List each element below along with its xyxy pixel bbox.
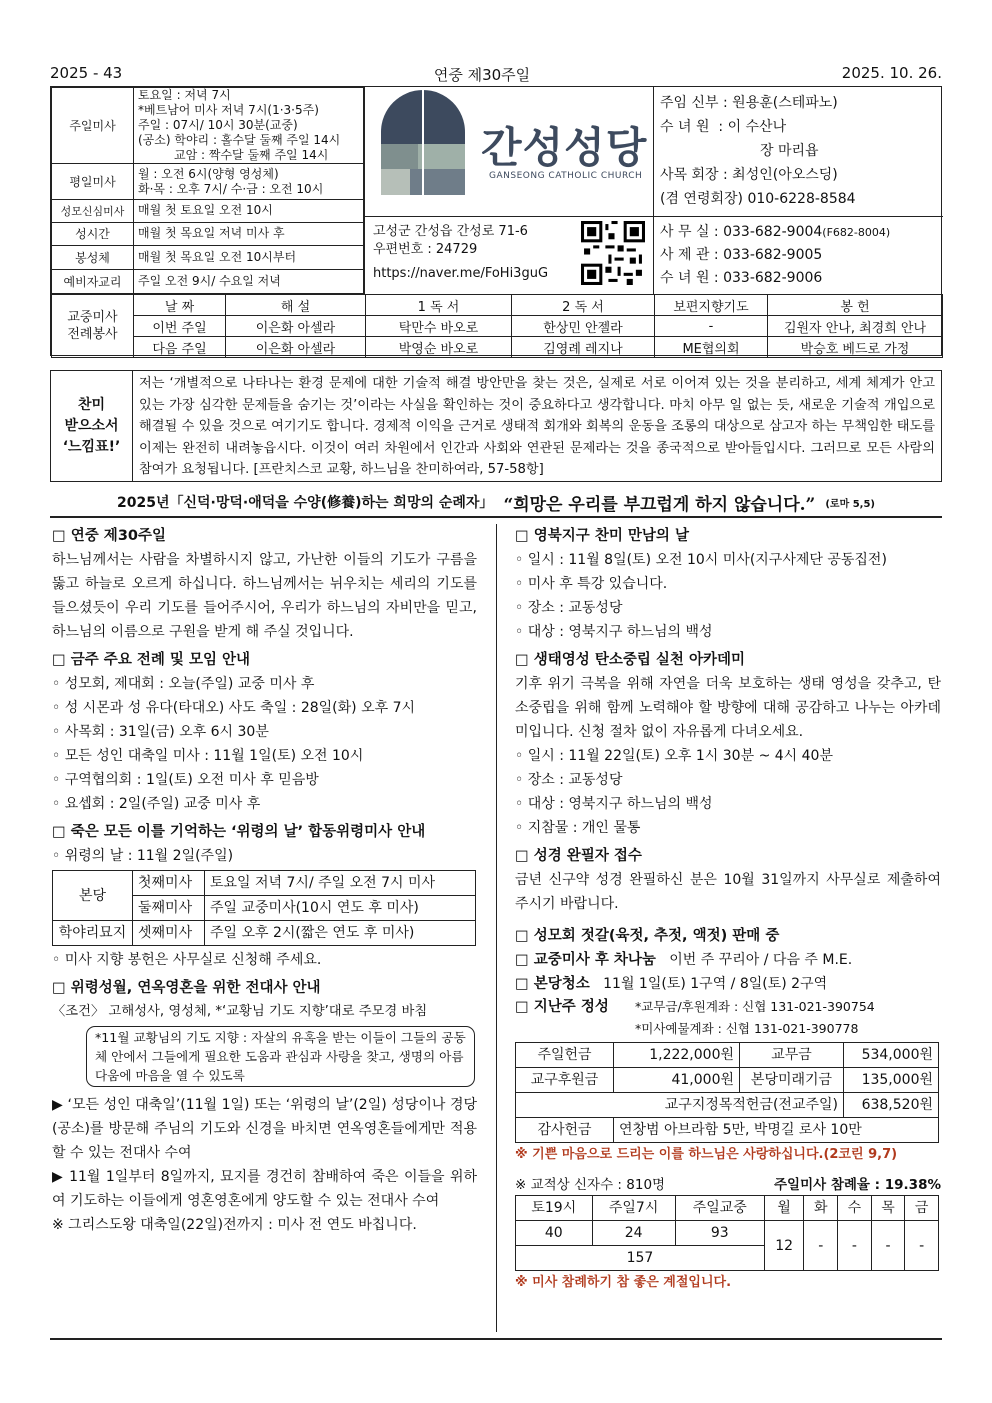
list-item: ◦ 미사 후 특강 있습니다. (515, 576, 668, 592)
mass-line: 주일 오전 9시/ 수요일 저녁 (134, 270, 364, 294)
mass-line: 화·목 : 오후 7시/ 수·금 : 오전 10시 (138, 181, 324, 196)
table-row: 40 24 93 12 - - - - (516, 1221, 939, 1246)
staff-row: 주임 신부 : 원용훈(스테파노) (660, 95, 838, 111)
parishioner-count: ※ 교적상 신자수 : 810명 (515, 1177, 666, 1193)
tea-sharing-row: □ 교중미사 후 차나눔 이번 주 꾸리아 / 다음 주 M.E. (515, 952, 853, 968)
church-name: 간성성당 (481, 123, 648, 172)
jubilee-banner (50, 488, 942, 518)
requiem-mass-table (52, 870, 476, 946)
table-row: 본당 첫째미사 토요일 저녁 7시/ 주일 오전 7시 미사 (53, 871, 476, 896)
table-row: 157 (516, 1246, 939, 1271)
service-row: 이번 주일 이은화 아셀라 탁만수 바오로 한상민 안젤라 - 김원자 안나, 최경희 안나 (52, 316, 943, 337)
table-row: 주일헌금 1,222,000원 교무금 534,000원 (516, 1043, 939, 1068)
offering-table (515, 1042, 939, 1143)
right-column (515, 524, 941, 1295)
mass-label: 성시간 (52, 222, 134, 246)
table-row: 학야리묘지 셋째미사 주일 오후 2시(짧은 연도 후 미사) (53, 921, 476, 946)
laudato-si-tag: 찬미 받으소서 ‘느낌표!’ (51, 371, 133, 481)
attendance-table (515, 1195, 939, 1271)
list-item: ◦ 요셉회 : 2일(주일) 교중 미사 후 (52, 796, 261, 812)
mass-label: 예비자교리 (52, 270, 134, 294)
section-title: □ 죽은 모든 이를 기억하는 ‘위령의 날’ 합동위령미사 안내 (52, 824, 426, 840)
service-header: 봉 헌 (768, 295, 943, 316)
list-item: ◦ 위령의 날 : 11월 2일(주일) (52, 848, 234, 864)
service-header: 1 독 서 (366, 295, 512, 316)
issue-date: 2025. 10. 26. (841, 64, 942, 82)
list-item: ◦ 일시 : 11월 22일(토) 오후 1시 30분 ~ 4시 40분 (515, 748, 833, 764)
banner-theme: 2025년「신덕·망덕·애덕을 수양(修養)하는 희망의 순례자」 (116, 495, 494, 511)
banner-reference: (로마 5,5) (825, 498, 876, 510)
church-english-name: GANSEONG CATHOLIC CHURCH (489, 171, 643, 181)
service-header: 날 짜 (134, 295, 226, 316)
list-item: ◦ 미사 지향 봉헌은 사무실로 신청해 주세요. (52, 952, 322, 968)
list-item: ◦ 사목회 : 31일(금) 오후 6시 30분 (52, 724, 269, 740)
top-line (50, 64, 942, 85)
thanks-note: ※ 기쁜 마음으로 드리는 이를 하느님은 사랑하십니다.(2코린 9,7) (515, 1147, 898, 1162)
mass-line: 월 : 오전 6시(양형 영성체) (138, 166, 279, 181)
liturgical-week: 연중 제30주일 (433, 66, 531, 84)
section-title: □ 금주 주요 전례 및 모임 안내 (52, 652, 251, 668)
laudato-si-text: 저는 ‘개별적으로 나타나는 환경 문제에 대한 기술적 해결 방안만을 찾는 것은, 실제로 서로 이어져 있는 것을 분리하고, 세계 체계가 안고 있는 가장 심각한 문제들을 숨기는 것’이라는 사실을 확인하는 것이 중요하다고 생각합니다. 마치 아무 일 없는 듯, 새로운 기술적 개입으로 해결될 수 있을 것으로 여기기도 합니다. 경제적 이익을 근거로 생태적 회개와 회복의 운동을 조롱의 대상으로 삼고자 하는 무책임한 태도를 이제는 완전히 내려놓읍시다. 이것이 여러 차원에서 인간과 사회와 연관된 문제라는 것을 종국적으로 받아들입시다. 그러므로 모든 사람의 참여가 요청됩니다. [프란치스코 교황, 하느님을 찬미하여라, 57-58항] (139, 376, 935, 477)
mass-line: 주일 : 07시/ 10시 30분(교중) (138, 118, 298, 132)
phone-row: 사 제 관 : 033-682-9005 (660, 247, 823, 263)
cleaning-row: □ 본당청소 11월 1일(토) 1구역 / 8일(토) 2구역 (515, 976, 828, 992)
phone-row: 사 무 실 : 033-682-9004(F682-8004) (660, 224, 891, 240)
liturgy-service-table (51, 294, 943, 358)
academy-description: 기후 위기 극복을 위해 자연을 더욱 보호하는 생태 영성을 갖추고, 탄소중립을 위해 함께 노력해야 할 방향에 대해 공감하고 나누는 아카데미입니다. 신청 절차 없이 자유롭게 다녀오세요. (515, 676, 941, 740)
service-header: 2 독 서 (512, 295, 655, 316)
section-title: □ 연중 제30주일 (52, 528, 167, 544)
account-number: *교무금/후원계좌 : 신협 131-021-390754 (635, 999, 875, 1014)
mass-line: 매월 첫 토요일 오전 10시 (134, 200, 364, 223)
staff-row: 장 마리욥 (760, 143, 819, 159)
mass-line: *베트남어 미사 저녁 7시(1·3·5주) (138, 103, 319, 117)
list-item: ◦ 일시 : 11월 8일(토) 오전 10시 미사(지구사제단 공동집전) (515, 552, 887, 568)
list-item: ◦ 장소 : 교동성당 (515, 600, 623, 616)
season-note: ※ 미사 참례하기 참 좋은 계절입니다. (515, 1275, 732, 1290)
list-item: ◦ 구역협의회 : 1일(토) 오전 미사 후 믿음방 (52, 772, 319, 788)
list-item: ◦ 대상 : 영북지구 하느님의 백성 (515, 624, 713, 640)
mass-line: 매월 첫 목요일 저녁 미사 후 (134, 222, 364, 246)
service-label: 교중미사 (67, 310, 118, 325)
indulgence-item: ▶ ‘모든 성인 대축일’(11월 1일) 또는 ‘위령의 날’(2일) 성당이나 경당(공소)를 방문해 주님의 기도와 신경을 바치면 연옥영혼들에게만 적용할 수 있는 전대사 수여 (52, 1097, 477, 1161)
mass-label: 주일미사 (52, 88, 134, 164)
table-row: 감사헌금 연창범 아브라함 5만, 박명길 로사 10만 (516, 1118, 939, 1143)
laudato-si-box (50, 370, 942, 482)
section-title: □ 영북지구 찬미 만남의 날 (515, 528, 689, 544)
offering-header: □ 지난주 정성 *교무금/후원계좌 : 신협 131-021-390754 *미사예물계좌 : 신협 131-021-390778 (515, 996, 941, 1040)
mass-label: 봉성체 (52, 246, 134, 270)
banner-quote: “희망은 우리를 부끄럽게 하지 않습니다.” (503, 494, 816, 515)
column-divider (496, 524, 497, 1332)
table-row: 교구지정목적헌금(전교주일) 638,520원 (516, 1093, 939, 1118)
indulgence-note: ※ 그리스도왕 대축일(22일)전까지 : 미사 전 연도 바칩니다. (52, 1217, 417, 1233)
list-item: ◦ 장소 : 교동성당 (515, 772, 623, 788)
mass-label: 성모신심미사 (52, 200, 134, 223)
church-url[interactable]: https://naver.me/FoHi3guG (373, 266, 549, 281)
section-title: □ 성경 완필자 접수 (515, 848, 642, 864)
mass-line: 교암 : 짝수달 둘째 주일 14시 (174, 148, 329, 162)
account-number: *미사예물계좌 : 신협 131-021-390778 (635, 1021, 859, 1036)
section-title: □ 위령성월, 연옥영혼을 위한 전대사 안내 (52, 980, 321, 996)
mass-label: 평일미사 (52, 164, 134, 200)
left-column (52, 524, 477, 1237)
indulgence-conditions: 〈조건〉 고해성사, 영성체, *‘교황님 기도 지향’대로 주모경 바침 (52, 1004, 428, 1019)
list-item: ◦ 대상 : 영북지구 하느님의 백성 (515, 796, 713, 812)
table-row: 토19시 주일7시 주일교중 월 화 수 목 금 (516, 1196, 939, 1221)
service-header: 보편지향기도 (655, 295, 768, 316)
section-title: □ 성모회 젓갈(육젓, 추젓, 액젓) 판매 중 (515, 928, 780, 944)
service-header: 해 설 (226, 295, 366, 316)
list-item: ◦ 성모회, 제대회 : 오늘(주일) 교중 미사 후 (52, 676, 315, 692)
address-line: 고성군 간성읍 간성로 71-6 (373, 224, 528, 239)
postal-code: 우편번호 : 24729 (373, 242, 478, 257)
table-row: 둘째미사 주일 교중미사(10시 연도 후 미사) (53, 896, 476, 921)
list-item: ◦ 모든 성인 대축일 미사 : 11월 1일(토) 오전 10시 (52, 748, 364, 764)
bottom-rule (50, 1338, 942, 1340)
mass-schedule (51, 87, 364, 294)
office-phones (653, 217, 943, 294)
sunday-reflection: 하느님께서는 사람을 차별하시지 않고, 가난한 이들의 기도가 구름을 뚫고 하늘로 오르게 하십니다. 하느님께서는 뉘우치는 세리의 기도를 들으셨듯이 우리 기도를 들어주시어, 우리가 하느님의 자비만을 믿고, 하느님의 이름으로 구원을 받게 해 주실 것입니다. (52, 552, 477, 640)
bible-transcription-text: 금년 신구약 성경 완필하신 분은 10월 31일까지 사무실로 제출하여 주시기 바랍니다. (515, 872, 941, 912)
staff-row: 사목 회장 : 최성인(아오스딩) (660, 167, 838, 183)
list-item: ◦ 성 시몬과 성 유다(타대오) 사도 축일 : 28일(화) 오후 7시 (52, 700, 416, 716)
indulgence-item: ▶ 11월 1일부터 8일까지, 묘지를 경건히 참배하여 죽은 이들을 위하여 기도하는 이들에게 영혼영혼에게 양도할 수 있는 전대사 수여 (52, 1169, 477, 1209)
header-box (50, 86, 942, 356)
mass-line: (공소) 학야리 : 홀수달 둘째 주일 14시 (138, 133, 341, 147)
section-title: □ 생태영성 탄소중립 실천 아카데미 (515, 652, 745, 668)
church-logo (364, 87, 653, 217)
service-label: 전례봉사 (67, 327, 118, 342)
staff-row: 수 녀 원 : 이 수산나 (660, 119, 787, 135)
staff-row: (겸 연령회장) 010-6228-8584 (660, 191, 856, 207)
list-item: ◦ 지참물 : 개인 물통 (515, 820, 641, 836)
table-row: 교구후원금 41,000원 본당미래기금 135,000원 (516, 1068, 939, 1093)
mass-line: 토요일 : 저녁 7시 (138, 88, 231, 102)
attendance-rate: 주일미사 참례율 : 19.38% (773, 1177, 941, 1193)
attendance-summary (515, 1175, 941, 1195)
issue-number: 2025 - 43 (50, 64, 123, 82)
service-row: 다음 주일 이은화 아셀라 박영순 바오로 김영례 레지나 ME협의회 박승호 베드로 가정 (52, 337, 943, 358)
qr-code-icon[interactable] (581, 221, 645, 285)
mass-line: 매월 첫 목요일 오전 10시부터 (134, 246, 364, 270)
staff-list (653, 87, 943, 217)
pope-intention-box: *11월 교황님의 기도 지향 : 자살의 유혹을 받는 이들이 그들의 공동체 안에서 그들에게 필요한 도움과 관심과 사랑을 찾고, 생명의 아름다움에 마음을 열 수 있도록 (86, 1026, 475, 1087)
phone-row: 수 녀 원 : 033-682-9006 (660, 270, 823, 286)
